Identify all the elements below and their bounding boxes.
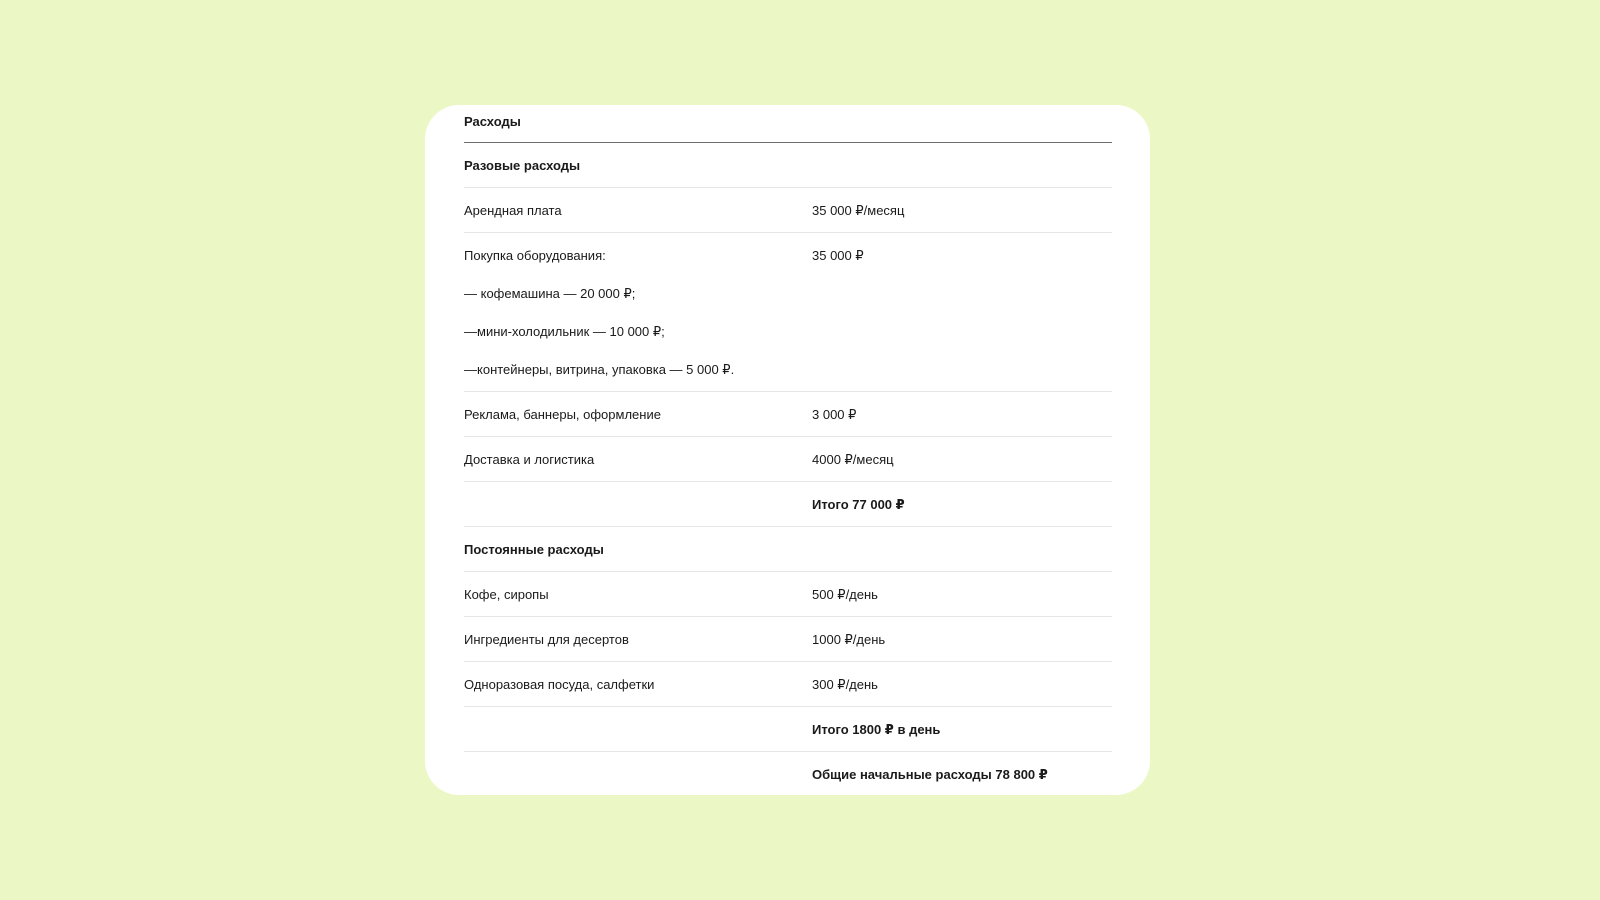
equipment-item: —контейнеры, витрина, упаковка — 5 000 ₽. [464, 362, 735, 377]
tableware-label: Одноразовая посуда, салфетки [464, 677, 655, 692]
table-row [464, 662, 1112, 707]
expenses-card [425, 105, 1150, 795]
table-title: Расходы [464, 114, 521, 129]
table-row [464, 617, 1112, 662]
tableware-value: 300 ₽/день [812, 677, 878, 692]
expenses-table [464, 105, 1112, 795]
advertising-label: Реклама, баннеры, оформление [464, 407, 661, 422]
equipment-label-block [464, 248, 734, 400]
table-row [464, 482, 1112, 527]
one-time-total: Итого 77 000 ₽ [812, 497, 905, 512]
delivery-label: Доставка и логистика [464, 452, 595, 467]
table-row [464, 437, 1112, 482]
one-time-heading: Разовые расходы [464, 158, 581, 173]
table-row [464, 572, 1112, 617]
grand-total: Общие начальные расходы 78 800 ₽ [812, 767, 1048, 782]
table-header [464, 105, 1112, 143]
table-row [464, 707, 1112, 752]
coffee-label: Кофе, сиропы [464, 587, 549, 602]
section-heading-recurring [464, 527, 1112, 572]
recurring-total: Итого 1800 ₽ в день [812, 722, 941, 737]
ingredients-value: 1000 ₽/день [812, 632, 886, 647]
advertising-value: 3 000 ₽ [812, 407, 857, 422]
rent-value: 35 000 ₽/месяц [812, 203, 905, 218]
equipment-label: Покупка оборудования: [464, 248, 606, 263]
coffee-value: 500 ₽/день [812, 587, 878, 602]
equipment-item: —мини-холодильник — 10 000 ₽; [464, 324, 665, 339]
equipment-value: 35 000 ₽ [812, 248, 864, 263]
table-row [464, 188, 1112, 233]
table-row [464, 392, 1112, 437]
rent-label: Арендная плата [464, 203, 562, 218]
delivery-value: 4000 ₽/месяц [812, 452, 894, 467]
section-heading-one-time [464, 143, 1112, 188]
table-row [464, 752, 1112, 795]
table-row [464, 233, 1112, 392]
equipment-item: — кофемашина — 20 000 ₽; [464, 286, 636, 301]
ingredients-label: Ингредиенты для десертов [464, 632, 629, 647]
recurring-heading: Постоянные расходы [464, 542, 604, 557]
